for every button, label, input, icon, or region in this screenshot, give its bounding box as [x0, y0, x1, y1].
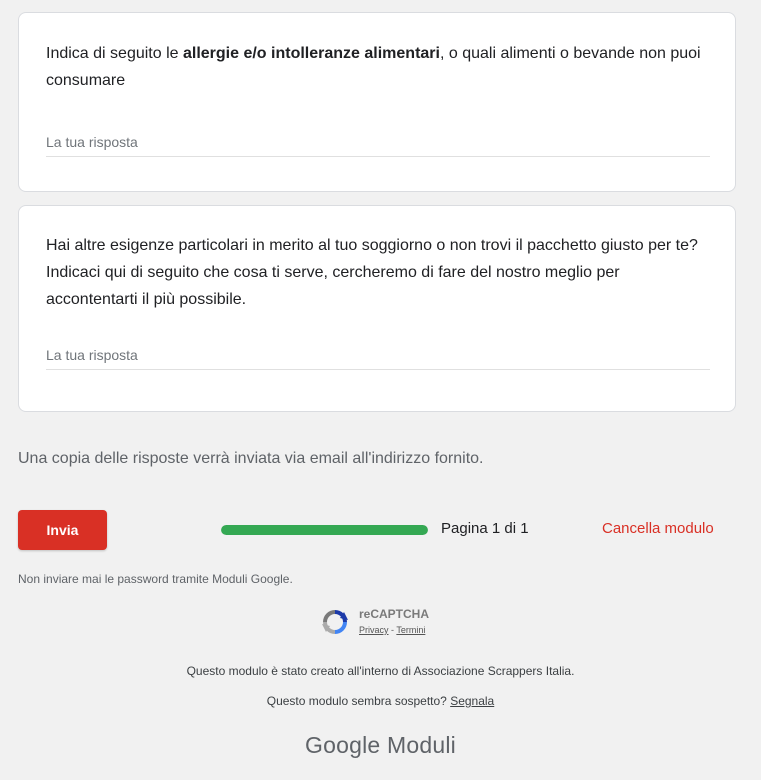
- page-indicator: Pagina 1 di 1: [441, 520, 529, 537]
- google-forms-logo[interactable]: [0, 732, 761, 759]
- question-title: [46, 40, 709, 94]
- google-wordmark: Google: [305, 732, 381, 758]
- email-copy-note: Una copia delle risposte verrà inviata via email all'indirizzo fornito.: [18, 450, 484, 467]
- question-card-allergies: [18, 12, 736, 192]
- report-question: Questo modulo sembra sospetto?: [266, 694, 451, 708]
- question-bold-text: allergie e/o intolleranze alimentari: [182, 45, 440, 62]
- report-link[interactable]: Segnala: [450, 694, 495, 708]
- question-text: Indica di seguito le: [46, 45, 183, 62]
- recaptcha-title: reCAPTCHA: [359, 607, 430, 621]
- report-note: [0, 694, 761, 708]
- answer-placeholder: La tua risposta: [46, 134, 138, 150]
- password-warning: Non inviare mai le password tramite Moduli Google.: [18, 572, 293, 586]
- recaptcha-icon: [320, 607, 350, 637]
- submit-button[interactable]: Invia: [18, 510, 107, 550]
- product-wordmark: Moduli: [387, 732, 456, 758]
- answer-input[interactable]: [46, 129, 710, 157]
- recaptcha-terms-link[interactable]: Termini: [396, 625, 426, 635]
- recaptcha-links: [359, 625, 425, 635]
- created-by-note: Questo modulo è stato creato all'interno di Associazione Scrappers Italia.: [186, 664, 575, 678]
- clear-form-button[interactable]: Cancella modulo: [602, 520, 714, 537]
- recaptcha-badge: [320, 605, 440, 639]
- recaptcha-privacy-link[interactable]: Privacy: [359, 625, 389, 635]
- question-card-special-needs: [18, 205, 736, 412]
- progress-bar: [221, 525, 428, 535]
- recaptcha-separator: -: [388, 625, 397, 635]
- answer-placeholder: La tua risposta: [46, 347, 138, 363]
- question-title: Hai altre esigenze particolari in merito al tuo soggiorno o non trovi il pacchetto giusto per te? Indicaci qui di seguito che cosa ti serve, cercheremo di fare del nostro meglio per accontentarti il più possibile.: [46, 237, 698, 308]
- answer-input[interactable]: [46, 342, 710, 370]
- progress-bar-fill: [221, 525, 428, 535]
- question-text: , o quali alimenti o bevande non puoi consumare: [46, 45, 701, 89]
